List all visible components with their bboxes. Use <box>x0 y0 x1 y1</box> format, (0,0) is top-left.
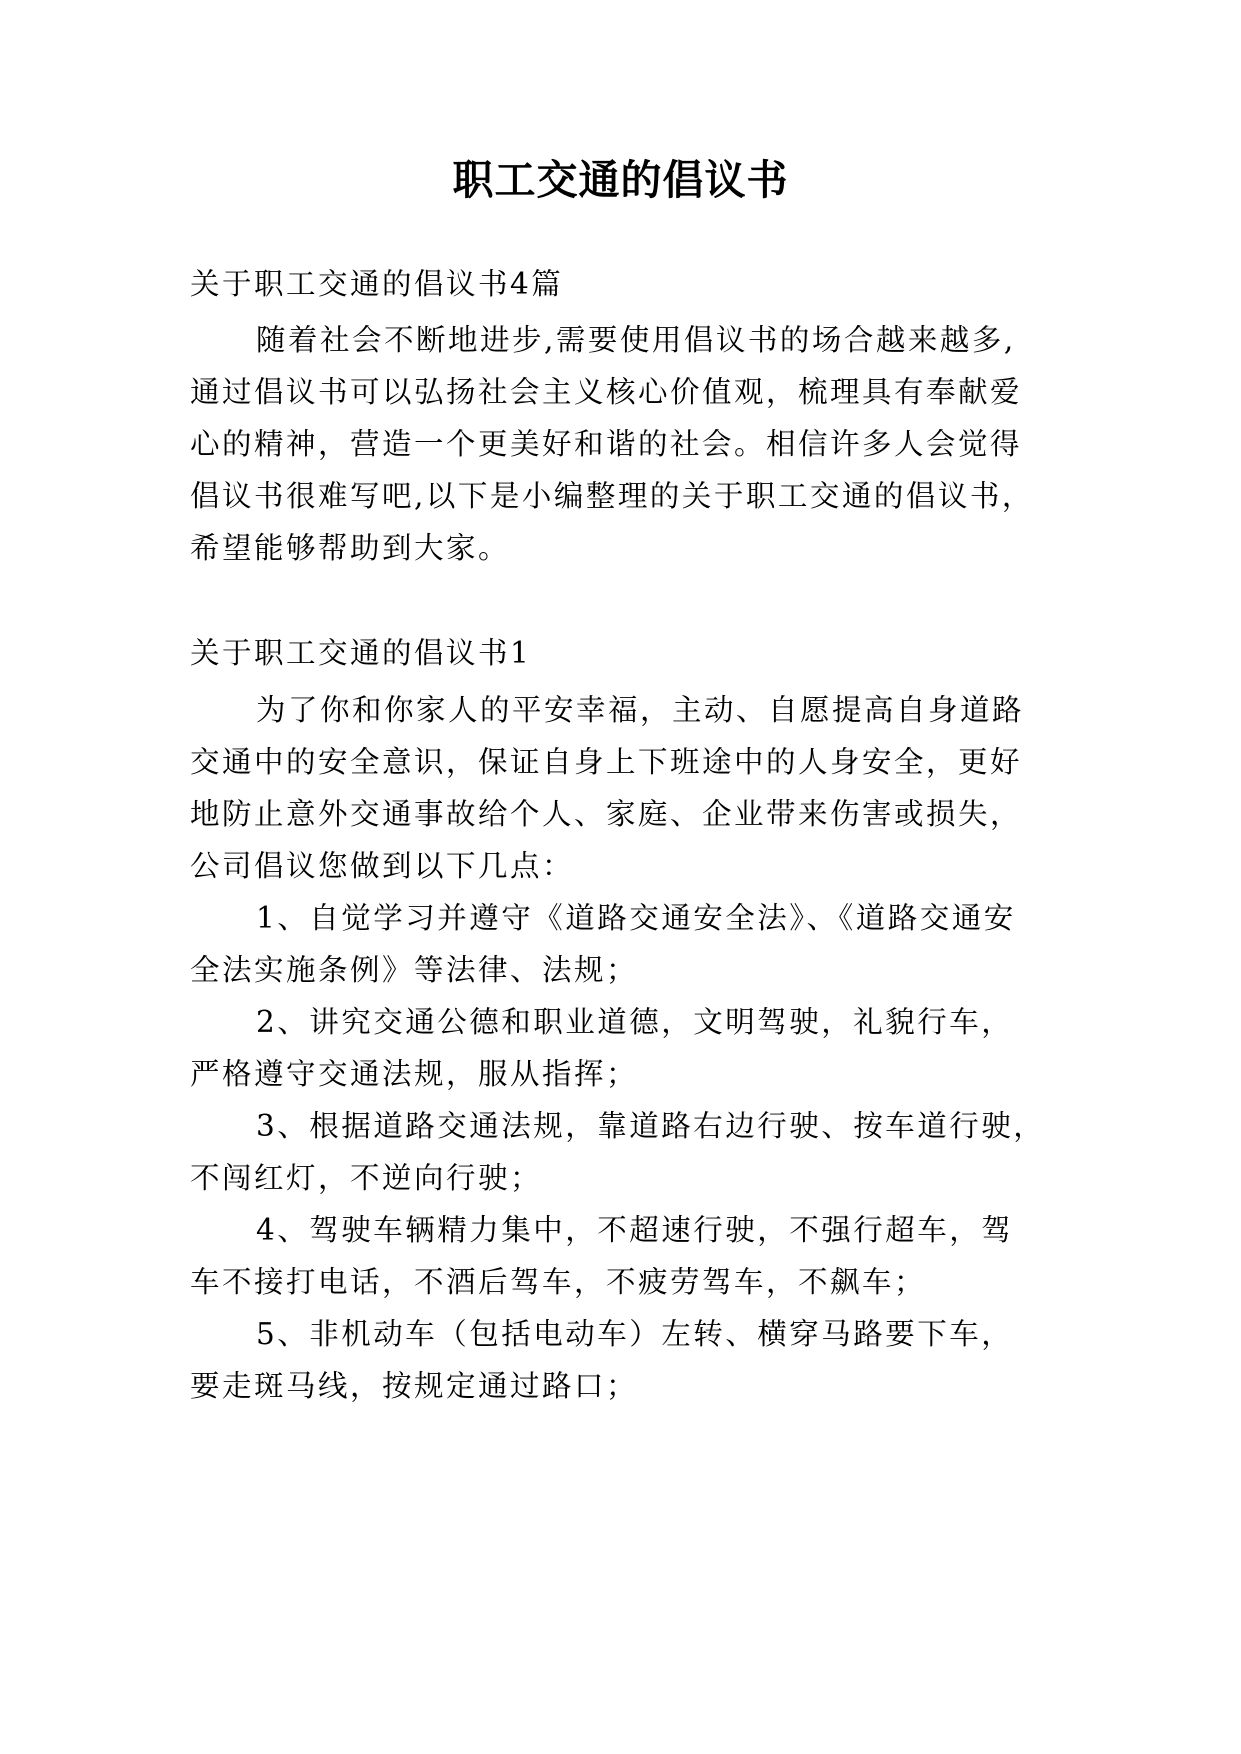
document-title: 职工交通的倡议书 <box>452 156 789 204</box>
intro-paragraph-line: 通过倡议书可以弘扬社会主义核心价值观，梳理具有奉献爱 <box>190 375 1023 409</box>
section-heading: 关于职工交通的倡议书1 <box>190 636 532 670</box>
list-item-line: 1、自觉学习并遵守《道路交通安全法》、《道路交通安 <box>256 901 1016 935</box>
intro-paragraph-line: 心的精神，营造一个更美好和谐的社会。相信许多人会觉得 <box>190 427 1023 461</box>
list-item-line: 不闯红灯，不逆向行驶； <box>190 1161 543 1195</box>
list-item-line: 全法实施条例》等法律、法规； <box>190 953 639 987</box>
body-paragraph-line: 公司倡议您做到以下几点： <box>190 849 575 883</box>
list-item-line: 3、根据道路交通法规，靠道路右边行驶、按车道行驶， <box>256 1109 1046 1143</box>
intro-paragraph-line: 倡议书很难写吧,以下是小编整理的关于职工交通的倡议书， <box>190 479 1034 513</box>
intro-paragraph-line: 希望能够帮助到大家。 <box>190 531 511 565</box>
list-item-line: 车不接打电话，不酒后驾车，不疲劳驾车，不飙车； <box>190 1265 927 1299</box>
body-paragraph-line: 地防止意外交通事故给个人、家庭、企业带来伤害或损失， <box>190 797 1023 831</box>
body-paragraph-line: 交通中的安全意识，保证自身上下班途中的人身安全，更好 <box>190 745 1023 779</box>
list-item-line: 5、非机动车（包括电动车）左转、横穿马路要下车， <box>256 1317 1014 1351</box>
list-item-line: 严格遵守交通法规，服从指挥； <box>190 1057 639 1091</box>
list-item-line: 要走斑马线，按规定通过路口； <box>190 1369 639 1403</box>
body-paragraph-line: 为了你和你家人的平安幸福，主动、自愿提高自身道路 <box>256 693 1025 727</box>
list-item-line: 4、驾驶车辆精力集中，不超速行驶，不强行超车，驾 <box>256 1213 1014 1247</box>
intro-paragraph-line: 随着社会不断地进步,需要使用倡议书的场合越来越多, <box>256 323 1016 357</box>
intro-heading: 关于职工交通的倡议书4篇 <box>190 267 564 301</box>
list-item-line: 2、讲究交通公德和职业道德，文明驾驶，礼貌行车， <box>256 1005 1014 1039</box>
